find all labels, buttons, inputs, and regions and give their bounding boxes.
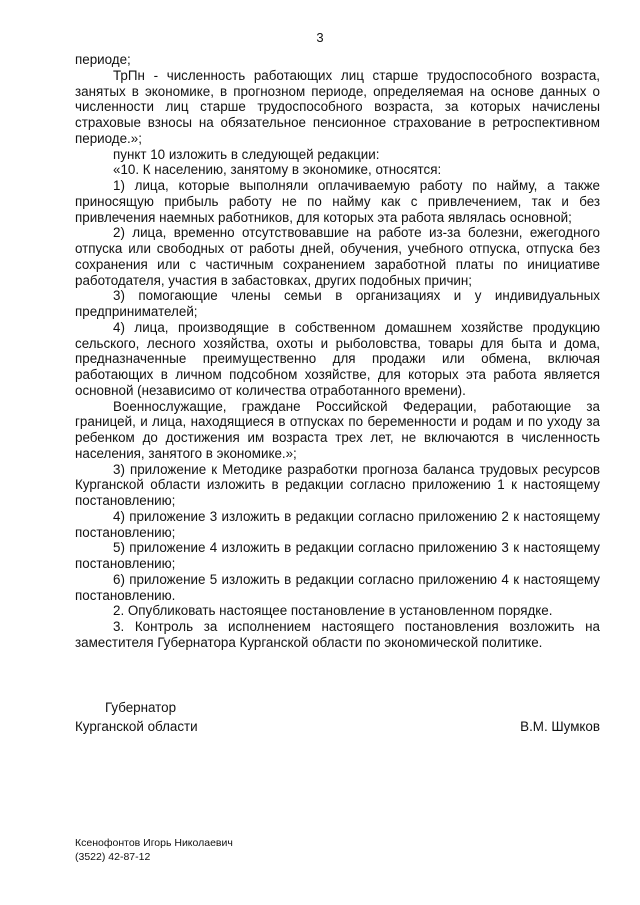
document-footer bbox=[75, 836, 233, 864]
paragraph: 2. Опубликовать настоящее постановление в установленном порядке. bbox=[113, 603, 553, 619]
paragraph: 2) лица, временно отсутствовавшие на работе из-за болезни, ежегодного отпуска или свободных от работы дней, обучения, учебного отпуска, отпуска без сохранения или с частичным сохранением заработной платы по инициативе работодателя, участия в забастовках, других подобных причин; bbox=[75, 225, 600, 288]
paragraph: «10. К населению, занятому в экономике, относятся: bbox=[113, 162, 442, 178]
paragraph: периоде; bbox=[75, 52, 131, 67]
signature-title-line1: Губернатор bbox=[105, 700, 177, 715]
footer-author: Ксенофонтов Игорь Николаевич bbox=[75, 837, 233, 849]
paragraph: 3) приложение к Методике разработки прогноза баланса трудовых ресурсов Курганской области изложить в редакции согласно приложению 1 к настоящему постановлению; bbox=[75, 461, 600, 508]
paragraph: 3. Контроль за исполнением настоящего постановления возложить на заместителя Губернатора Курганской области по экономической политике. bbox=[75, 619, 600, 650]
paragraph: 4) лица, производящие в собственном домашнем хозяйстве продукцию сельского, лесного хозяйства, охоты и рыболовства, товары для быта и дома, предназначенные преимущественно для продажи или обмена, включая работающих в личном подсобном хозяйстве, для которых эта работа является основной (независимо от количества отработанного времени). bbox=[75, 319, 600, 398]
document-body bbox=[75, 52, 600, 651]
paragraph: 3) помогающие члены семьи в организациях и у индивидуальных предпринимателей; bbox=[75, 288, 600, 319]
footer-phone: (3522) 42-87-12 bbox=[75, 851, 151, 863]
paragraph: ТрПн - численность работающих лиц старше трудоспособного возраста, занятых в экономике, в прогнозном периоде, определяемая на основе данных о численности лиц старше трудоспособного возраста, за которых начислены страховые взносы на обязательное пенсионное страхование в ретроспективном периоде.»; bbox=[75, 67, 600, 146]
paragraph: 1) лица, которые выполняли оплачиваемую работу по найму, а также приносящую прибыль работу не по найму как с привлечением, так и без привлечения наемных работников, для которых эта работа являлась основной; bbox=[75, 178, 600, 225]
signatory-name: В.М. Шумков bbox=[520, 719, 600, 734]
signature-block bbox=[75, 698, 600, 736]
signature-row bbox=[75, 717, 600, 736]
paragraph: Военнослужащие, граждане Российской Федерации, работающие за границей, и лица, находящиеся в отпусках по беременности и родам и по уходу за ребенком до достижения им возраста трех лет, не включаются в численность населения, занятого в экономике.»; bbox=[75, 398, 600, 461]
paragraph: 6) приложение 5 изложить в редакции согласно приложению 4 к настоящему постановлению. bbox=[75, 571, 600, 603]
signature-title-line2: Курганской области bbox=[75, 719, 198, 734]
paragraph: пункт 10 изложить в следующей редакции: bbox=[113, 146, 380, 162]
page-number: 3 bbox=[316, 30, 324, 45]
paragraph: 5) приложение 4 изложить в редакции согласно приложению 3 к настоящему постановлению; bbox=[75, 540, 600, 571]
paragraph: 4) приложение 3 изложить в редакции согласно приложению 2 к настоящему постановлению; bbox=[75, 508, 600, 540]
